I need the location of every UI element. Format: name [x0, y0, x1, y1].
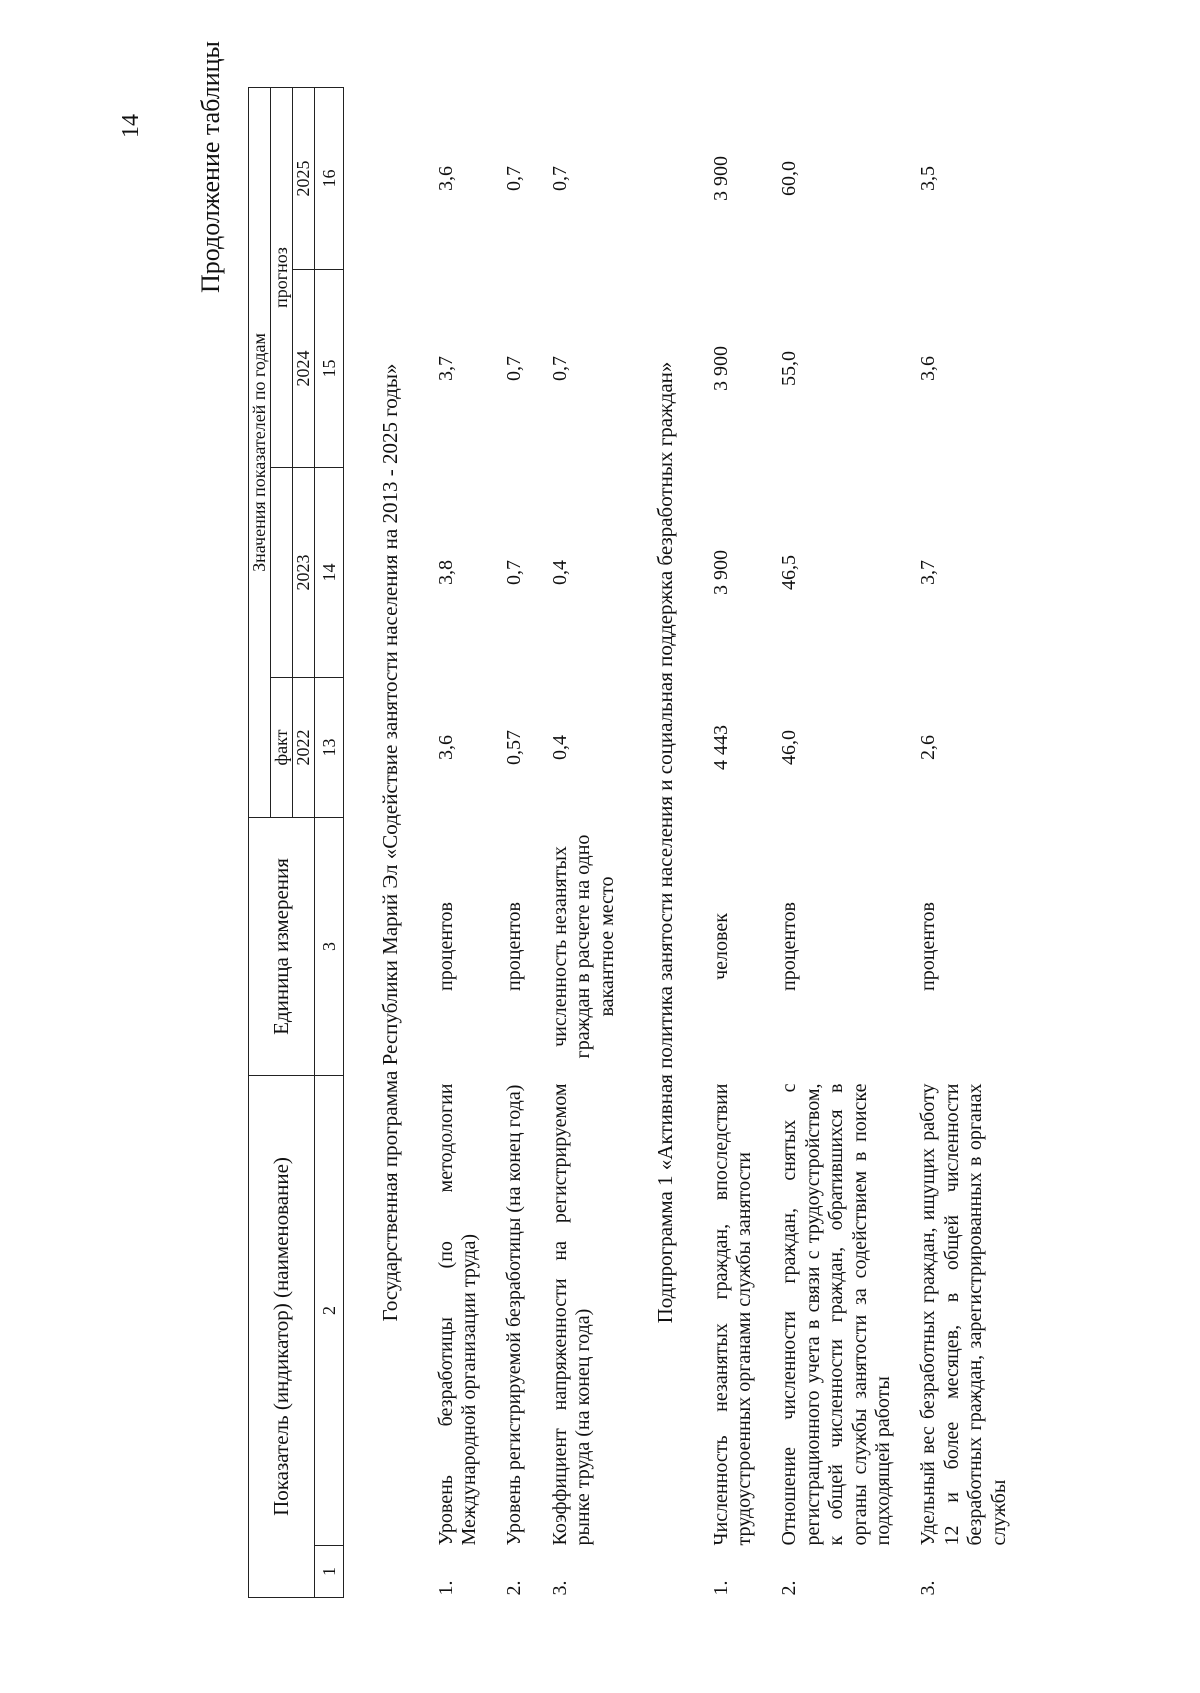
value-2022: 4 443	[709, 725, 732, 770]
value-2022: 0,4	[548, 735, 571, 760]
value-2025: 0,7	[503, 165, 526, 191]
column-number: 3	[315, 818, 344, 1076]
value-2024: 3 900	[709, 346, 732, 391]
value-2023: 0,7	[503, 560, 526, 585]
column-number: 1	[315, 1546, 344, 1598]
row-number: 3.	[917, 1580, 940, 1596]
header-values-group: Значения показателей по годам	[249, 87, 271, 817]
column-number: 15	[315, 270, 344, 468]
indicator-name: Численность незанятых граждан, впоследствии трудоустроенных органами службы занятости	[709, 1083, 755, 1546]
value-2023: 3,7	[917, 560, 940, 585]
value-2025: 3,6	[434, 165, 457, 191]
value-2023: 0,4	[548, 560, 571, 585]
value-2022: 3,6	[434, 735, 457, 760]
header-year: 2022	[293, 678, 315, 818]
row-number: 1.	[709, 1580, 732, 1596]
table-row	[417, 87, 482, 1597]
row-number: 1.	[434, 1580, 457, 1596]
value-2023: 3 900	[709, 550, 732, 595]
row-number: 2.	[503, 1580, 526, 1596]
section-title-row	[619, 87, 692, 1597]
header-forecast: прогноз	[271, 87, 293, 467]
header-fact: факт	[271, 678, 293, 818]
value-2022: 2,6	[917, 735, 940, 760]
table-row	[756, 87, 895, 1597]
header-row-1	[249, 87, 271, 1597]
value-2025: 0,7	[548, 165, 571, 191]
indicator-name: Уровень безработицы (по методологии Международной организации труда)	[434, 1083, 481, 1546]
table-continuation-title: Продолжение таблицы	[196, 41, 225, 293]
table-row	[692, 87, 757, 1597]
column-number: 16	[315, 87, 344, 269]
value-2024: 55,0	[778, 351, 801, 386]
value-2023: 46,5	[778, 555, 801, 590]
indicator-name: Удельный вес безработных граждан, ищущих работу 12 и более месяцев, в общей численности безработных граждан, зарегистрированных в органах службы	[917, 1083, 1010, 1546]
value-2022: 46,0	[778, 730, 801, 765]
value-2024: 0,7	[548, 356, 571, 381]
row-number: 2.	[778, 1580, 801, 1596]
value-2024: 0,7	[503, 356, 526, 381]
indicators-table	[248, 87, 1011, 1598]
row-number: 3.	[548, 1580, 571, 1596]
column-number: 2	[315, 1076, 344, 1546]
indicator-name: Коэффициент напряженности на регистрируемом рынке труда (на конец года)	[548, 1083, 595, 1546]
table-row	[895, 87, 1011, 1597]
header-year: 2025	[293, 87, 315, 269]
header-year: 2024	[293, 270, 315, 468]
column-number: 14	[315, 468, 344, 678]
table-row	[481, 87, 526, 1597]
value-2024: 3,7	[434, 356, 457, 381]
page-number: 14	[118, 114, 144, 138]
table-row	[527, 87, 619, 1597]
value-2023: 3,8	[434, 560, 457, 585]
unit: процентов	[503, 902, 526, 991]
header-year: 2023	[293, 468, 315, 678]
indicator-name: Уровень регистрируемой безработицы (на конец года)	[503, 1084, 526, 1546]
unit: численность незанятых граждан в расчете на одно вакантное место	[548, 834, 618, 1059]
unit: процентов	[917, 902, 940, 991]
value-2025: 3,5	[917, 165, 940, 191]
header-column-numbers	[315, 87, 344, 1597]
section-title-row	[344, 87, 417, 1597]
header-indicator: Показатель (индикатор) (наименование)	[249, 1076, 315, 1598]
column-number: 13	[315, 678, 344, 818]
section-title: Подпрограмма 1 «Активная политика занятости населения и социальная поддержка безработных граждан»	[653, 361, 678, 1324]
unit: человек	[709, 913, 732, 980]
indicator-name: Отношение численности граждан, снятых с регистрационного учета в связи с трудоустройством, к общей численности граждан, обратившихся в органы службы занятости за содействием в поиске подходящей работы	[778, 1083, 894, 1546]
section-title: Государственная программа Республики Марий Эл «Содействие занятости населения на 2013 - 2025 годы»	[378, 363, 403, 1322]
value-2025: 3 900	[709, 155, 732, 201]
value-2022: 0,57	[503, 730, 526, 765]
unit: процентов	[778, 902, 801, 991]
unit: процентов	[434, 902, 457, 991]
header-unit: Единица измерения	[249, 818, 315, 1076]
value-2024: 3,6	[917, 356, 940, 381]
value-2025: 60,0	[778, 160, 801, 196]
